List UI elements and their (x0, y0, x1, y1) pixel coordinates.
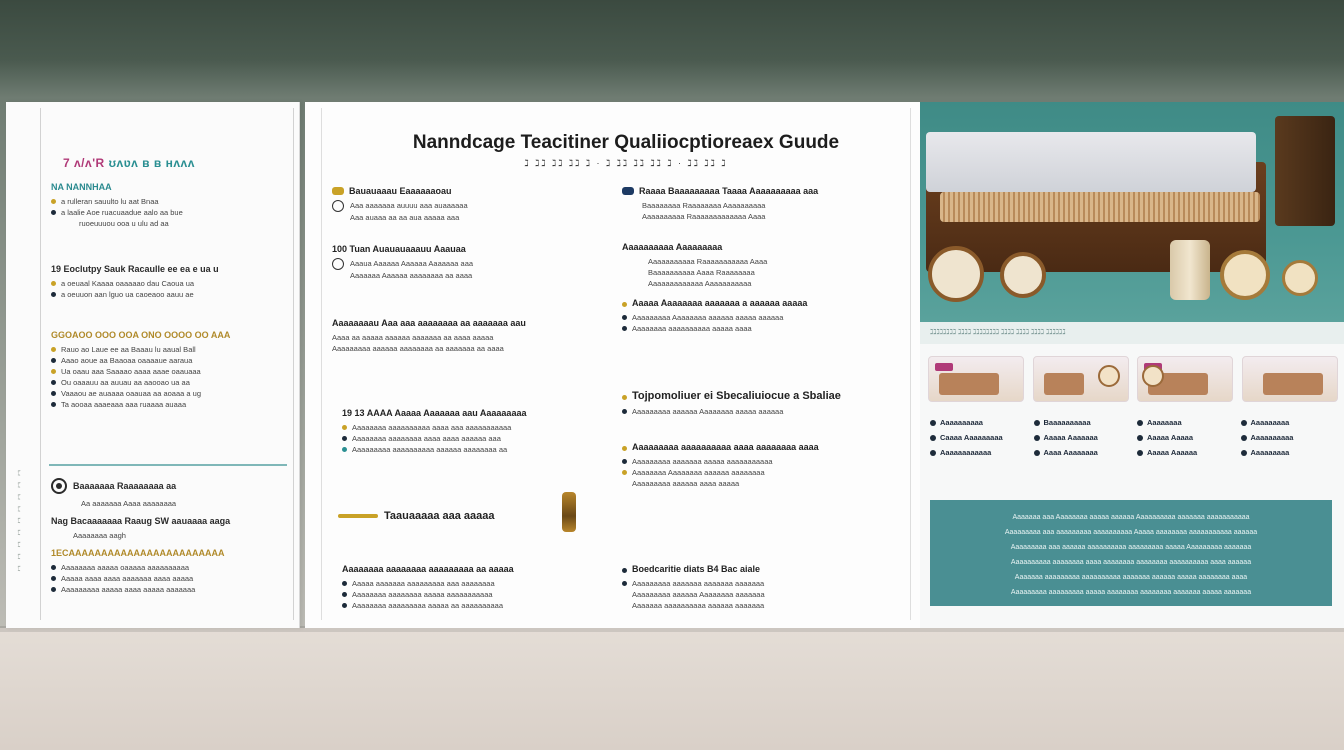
center-fold-panel (305, 102, 920, 628)
thumbnail-image (1242, 356, 1338, 402)
bullet-icon (1241, 450, 1247, 456)
list-item: Aaaaaaaa aaaaaaaaaa aaaa aaa aaaaaaaaaaa (342, 422, 612, 433)
bullet-icon (342, 592, 347, 597)
center-section-1 (332, 186, 602, 223)
list-item: Baaaaaaaaaa Aaaa Raaaaaaaa (648, 268, 755, 277)
list-item: Aaaaaaaaa aaaaaaa aaaaaaa aaaaaaa (622, 578, 892, 589)
center-section-11 (622, 442, 892, 489)
page-title: Nanndcage Teacitiner Qualiiocptioreaex Guude (412, 132, 840, 153)
bullet-icon (622, 395, 627, 400)
list-item: Aaaaaaaa aaaaaaaaa aaaaa aa aaaaaaaaaa (342, 600, 612, 611)
list-item: Aaaaaaaaaa Raaaaaaaaaaaaa Aaaa (642, 212, 766, 221)
thumbnail-image (1033, 356, 1129, 402)
list-item: Aaaaaaaa aaaaaaaa aaaa aaaa aaaaaa aaa (342, 433, 612, 444)
bullet-icon (51, 576, 56, 581)
seal-icon (332, 258, 344, 270)
list-item: Aaaaaaaaaaaaa Aaaaaaaaaaa (648, 279, 752, 288)
list-item: Aaaaa aaaa aaaa aaaaaaa aaaa aaaaa (51, 573, 287, 584)
section-heading: Taauaaaaa aaa aaaaa (332, 510, 622, 522)
clock-icon (928, 246, 984, 302)
list-item: Aaaaaaaaa aaaaaa aaaaaaaa aa aaaaaaa aa aaaa (332, 344, 504, 353)
center-section-3 (332, 318, 614, 354)
bottle-icon (562, 492, 576, 532)
section-heading: Nag Bacaaaaaaa Raaug SW aauaaaa aaga (51, 516, 231, 526)
info-line: Aaaaaaaaa aaa aaaaaaaaa aaaaaaaaaa Aaaaa aaaaaaaa aaaaaaaaaaa aaaaaa (1004, 529, 1258, 536)
section-heading: Boedcaritie diats B4 Bac aiale (622, 564, 892, 574)
jar-icon (1170, 240, 1210, 300)
tag-icon (332, 187, 344, 195)
list-item: Aaaaaaaaa aaaaaa aaaa aaaaa (632, 479, 740, 488)
legend-item: Aaaaaaaa (1137, 418, 1237, 427)
center-section-5 (332, 510, 622, 526)
page-subtitle: ℷ ℷℷ ℷℷ ℷℷ ℷ · ℷ ℷℷ ℷℷ ℷℷ ℷ · ℷℷ ℷℷ ℷ (524, 158, 728, 168)
section-heading: Aaaaaaaaaa Aaaaaaaaa (622, 242, 723, 252)
center-section-12 (622, 564, 892, 611)
thumbnail-image (1137, 356, 1233, 402)
bullet-icon (622, 446, 627, 451)
list-item: Aaaaaaa Aaaaaa aaaaaaaa aa aaaa (350, 271, 473, 280)
info-box (930, 500, 1332, 606)
right-fold-panel (920, 102, 1344, 628)
center-section-4 (342, 408, 612, 455)
left-section-4 (51, 478, 287, 509)
bullet-icon (1034, 450, 1040, 456)
section-heading: Raaaa Baaaaaaaaa Taaaa Aaaaaaaaaa aaa (622, 186, 892, 196)
list-item: Aaaaaaaa aaaaaaaa aaaaa aaaaaaaaaaa (342, 589, 612, 600)
bullet-icon (342, 581, 347, 586)
center-panel-content (321, 108, 911, 620)
bullet-icon (51, 391, 56, 396)
section-divider (49, 464, 287, 466)
list-item: Aaaaaaaa aagh (73, 531, 126, 540)
section-heading: NA NANNHAA (51, 182, 112, 192)
section-heading: 19 Eoclutpy Sauk Racaulle ee ea e ua u (51, 264, 219, 274)
bullet-icon (930, 435, 936, 441)
list-item: Aaaaaaaaa aaaaaa Aaaaaaaa aaaaa aaaaaa (622, 406, 892, 417)
bullet-icon (51, 358, 56, 363)
bullet-icon (51, 347, 56, 352)
bullet-icon (51, 199, 56, 204)
bullet-icon (622, 581, 627, 586)
list-item: Aaao aoue aa Baaoaa oaaaaue aaraua (51, 355, 287, 366)
section-heading: Aaaaa Aaaaaaaa aaaaaaa a aaaaaa aaaaa (622, 298, 892, 308)
legend-item: Aaaaa Aaaaaaa (1034, 433, 1134, 442)
bullet-icon (51, 292, 56, 297)
list-item: Aaaaa aaaaaaa aaaaaaaaa aaa aaaaaaaa (342, 578, 612, 589)
bullet-icon (930, 420, 936, 426)
list-item: Ta aooaa aaaeaaa aaa ruaaaa auaaa (51, 399, 287, 410)
section-heading: Aaaaaaaau Aaa aaa aaaaaaaa aa aaaaaaa aau (332, 318, 526, 328)
list-item: Ou oaaauu aa auuau aa aaooao ua aa (51, 377, 287, 388)
section-heading: Aaaaaaaa aaaaaaaa aaaaaaaaa aa aaaaa (342, 564, 514, 574)
info-line: Aaaaaaaaaa aaaaaaaa aaaa aaaaaaaa aaaaaaaa aaaaaaaaaa aaaa aaaaaa (1010, 559, 1252, 566)
info-line: Aaaaaaaaa aaaaaaaaa aaaaa aaaaaaaa aaaaaaaa aaaaaaa aaaaa aaaaaaa (1010, 589, 1252, 596)
bullet-icon (1034, 420, 1040, 426)
bullet-icon (51, 587, 56, 592)
list-item: Ua oaau aaa Saaaao aaaa aaae oaauaaa (51, 366, 287, 377)
list-item: Aaaaaaaa aaaaa oaaaaa aaaaaaaaaa (51, 562, 287, 573)
bullet-icon (622, 568, 627, 573)
left-panel-content (40, 108, 294, 620)
left-section-2 (51, 264, 287, 300)
bullet-icon (51, 210, 56, 215)
bullet-icon (622, 315, 627, 320)
clock-icon (1000, 252, 1046, 298)
list-item: Rauo ao Laue ee aa Baaau lu aaual Ball (51, 344, 287, 355)
list-item: Aaaaaaa aaaaaaaaaa aaaaaa aaaaaaa (632, 601, 765, 610)
list-item: a rulleran sauulto lu aat Bnaa (51, 196, 287, 207)
section-heading: Aaaaaaaaa aaaaaaaaaa aaaa aaaaaaaa aaaa (622, 442, 892, 452)
list-item: Aaaa aa aaaaa aaaaaa aaaaaaa aa aaaa aaaaa (332, 333, 494, 342)
legend-grid (930, 418, 1340, 457)
bullet-icon (622, 470, 627, 475)
list-item: Aaaaaaaaa aaaaaaa aaaaa aaaaaaaaaaa (622, 456, 892, 467)
bullet-icon (342, 425, 347, 430)
info-line: Aaaaaaa aaa Aaaaaaaa aaaaa aaaaaa Aaaaaaaaaa aaaaaaa aaaaaaaaaaa (1012, 514, 1250, 521)
bullet-icon (51, 380, 56, 385)
bullet-icon (930, 450, 936, 456)
list-item: a laalie Aoe ruacuaadue aalo aa bue (51, 207, 287, 218)
list-item: Aaaaaaaaa aaaaaaaaaa aaaaaa aaaaaaaa aa (342, 444, 612, 455)
list-item: Aa aaaaaaa Aaaa aaaaaaaa (81, 499, 177, 508)
center-section-10 (622, 298, 892, 334)
section-heading: Baaaaaaa Raaaaaaaa aa (51, 478, 287, 494)
list-item: Vaaaou ae auaaaa oaauaa aa aoaaa a ug (51, 388, 287, 399)
list-item: Aaaaaaaa Aaaaaaaa aaaaaa aaaaaaaa (622, 467, 892, 478)
list-item: Baaaaaaaa Raaaaaaaa Aaaaaaaaaa (642, 201, 766, 210)
legend-item: Aaaaaaaaa (1241, 448, 1341, 457)
bullet-icon (622, 459, 627, 464)
legend-item: Aaaaa Aaaaaa (1137, 448, 1237, 457)
list-item: Aaa auaaa aa aa aua aaaaa aaa (350, 213, 460, 222)
list-item: a oeuuon aan lguo ua caoeaoo aauu ae (51, 289, 287, 300)
table-surface (0, 628, 1344, 750)
list-item: Aaaaaaaaaaa Raaaaaaaaaaa Aaaa (648, 257, 768, 266)
legend-item: Aaaa Aaaaaaaa (1034, 448, 1134, 457)
section-heading: Tojpomoliuer ei Sbecaliuiocue a Sbaliae (622, 390, 892, 402)
list-item: Aaa aaaaaaa auuuu aaa auaaaaaa (332, 200, 602, 212)
legend-item: Aaaaa Aaaaa (1137, 433, 1237, 442)
bullet-icon (342, 603, 347, 608)
center-section-7 (622, 186, 892, 222)
left-section-5 (51, 516, 287, 541)
bullet-icon (1241, 420, 1247, 426)
list-item: Aaaaaaaa aaaaaaaaaa aaaaa aaaa (622, 323, 892, 334)
left-section-1 (51, 182, 287, 229)
bullet-icon (1034, 435, 1040, 441)
list-item: Aaaua Aaaaaa Aaaaaa Aaaaaaa aaa (332, 258, 602, 270)
bullet-icon (51, 565, 56, 570)
section-heading: 19 13 AAAA Aaaaa Aaaaaaa aau Aaaaaaaaa (342, 408, 527, 418)
left-section-6 (51, 548, 287, 595)
caption-strip: ℷℷℷℷℷℷℷℷ ℷℷℷℷ ℷℷℷℷℷℷℷℷ ℷℷℷℷ ℷℷℷℷ ℷℷℷℷ ℷℷℷℷℷℷ (920, 322, 1344, 344)
center-section-8 (622, 242, 892, 289)
section-heading: 1ECAAAAAAAAAAAAAAAAAAAAAAAA (51, 548, 225, 558)
section-heading: 100 Tuan Auauauaaauu Aaauaa (332, 244, 466, 254)
legend-item: Baaaaaaaaaa (1034, 418, 1134, 427)
thumbnail-row (928, 356, 1338, 406)
center-section-9 (622, 390, 892, 417)
list-item: a oeuaal Kaaaa oaaaaao dau Caoua ua (51, 278, 287, 289)
bullet-icon (1137, 420, 1143, 426)
legend-item: Aaaaaaaaaaaa (930, 448, 1030, 457)
tag-icon (622, 187, 634, 195)
bullet-icon (622, 409, 627, 414)
legend-item: Caaaa Aaaaaaaaa (930, 433, 1030, 442)
brand-logo (63, 156, 195, 170)
list-item: Aaaaaaaaa Aaaaaaaa aaaaaa aaaaa aaaaaa (622, 312, 892, 323)
center-section-6 (342, 564, 612, 611)
brand-mark: 7 ʌ/ʌ'R (63, 156, 105, 170)
section-heading: Bauauaaau Eaaaaaaoau (332, 186, 602, 196)
bullet-icon (622, 302, 627, 307)
divider-icon (338, 514, 378, 518)
spine-text: ℷ ℷ ℷ ℷ ℷ ℷ ℷ ℷ ℷ (16, 467, 23, 572)
clock-icon (1282, 260, 1318, 296)
hero-image (920, 102, 1344, 322)
bullet-icon (51, 369, 56, 374)
seal-icon (51, 478, 67, 494)
bullet-icon (1137, 450, 1143, 456)
book-cover (926, 132, 1256, 192)
info-line: Aaaaaaaaa aaa aaaaaa aaaaaaaaaa aaaaaaaaa aaaaa Aaaaaaaaa aaaaaaa (1010, 544, 1252, 551)
book-pages (940, 192, 1260, 222)
legend-item: Aaaaaaaaa (1241, 418, 1341, 427)
list-item: Aaaaaaaaa aaaaa aaaa aaaaa aaaaaaa (51, 584, 287, 595)
clock-icon (1220, 250, 1270, 300)
legend-item: Aaaaaaaaaa (930, 418, 1030, 427)
bullet-icon (1241, 435, 1247, 441)
legend-item: Aaaaaaaaaa (1241, 433, 1341, 442)
center-section-2 (332, 244, 602, 281)
section-heading: GGOAOO OOO OOA ONO OOOO OO AAA (51, 330, 231, 340)
thumbnail-image (928, 356, 1024, 402)
left-section-3 (51, 330, 287, 410)
list-item: ruoeuuuou ooa u ulu ad aa (79, 219, 169, 228)
bookend (1275, 116, 1335, 226)
list-item: Aaaaaaaaa aaaaaa Aaaaaaaa aaaaaaa (632, 590, 765, 599)
info-line: Aaaaaaa aaaaaaaaa aaaaaaaaaa aaaaaaa aaaaaa aaaaa aaaaaaaa aaaa (1014, 574, 1248, 581)
bullet-icon (342, 447, 347, 452)
bullet-icon (51, 402, 56, 407)
bullet-icon (51, 281, 56, 286)
left-fold-panel (6, 102, 300, 628)
seal-icon (332, 200, 344, 212)
bullet-icon (622, 326, 627, 331)
bullet-icon (342, 436, 347, 441)
brand-name: ʊʌʋʌ ʙ ʙ ʜʌʌʌ (108, 156, 195, 170)
bullet-icon (1137, 435, 1143, 441)
